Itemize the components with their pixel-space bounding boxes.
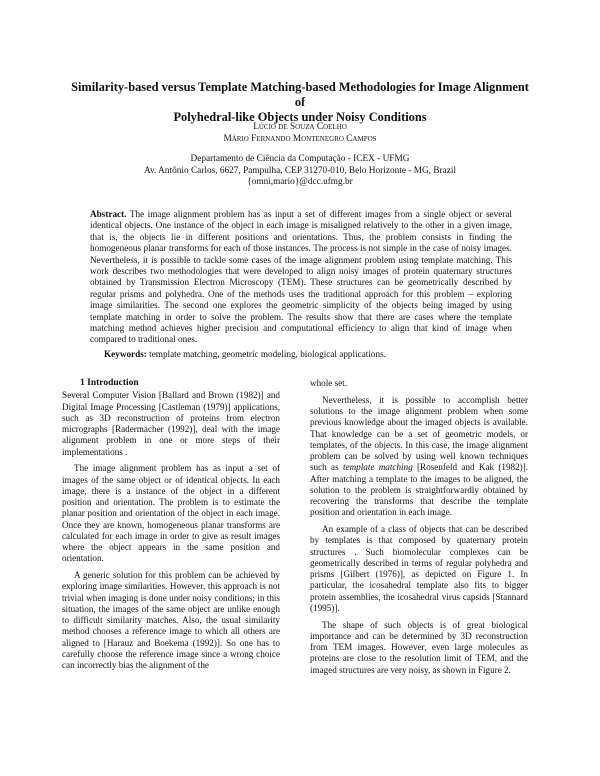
title-line-2: Polyhedral-like Objects under Noisy Conditions: [173, 110, 427, 124]
abstract-label: Abstract.: [90, 209, 127, 219]
paragraph: [310, 395, 528, 519]
paragraph: The image alignment problem has as input a set of images of the same object or of identical objects. In each image, there is a instance of the object in a different position and orientation. The problem is to estimate the planar position and orientation of the object in each image. Once they are known, homogeneous planar transforms are calculated for each image in order to give as result images where the object appears in the same position and orientation.: [62, 463, 280, 564]
right-column: [310, 378, 528, 681]
affiliation-line-1: Departamento de Ciência da Computação - ICEX - UFMG: [190, 154, 410, 164]
section-heading: 1 Introduction: [80, 378, 139, 388]
paragraph-text: [Rosenfeld and Kak (1982)]. After matching a template to the images to be aligned, the solution to the problem is straightforwardly obtained by recovering the transforms that describe the template position and orientation in each image.: [310, 462, 529, 518]
paragraph: The shape of such objects is of great biological importance and can be determined by 3D reconstruction from TEM images. However, even large molecules as proteins are close to the resolution limit of TEM, and the imaged structures are very noisy, as shown in Figure 2.: [310, 619, 528, 675]
paragraph-text: Nevertheless, it is possible to accomplish better solutions to the image alignment problem when some previous knowledge about the imaged objects is available. That knowledge can be a set of geometric models, or templates, of the objects. In this case, the image alignment problem can be solved by using well known techniques such as: [310, 394, 528, 473]
author-list: [150, 122, 450, 145]
paper-title: [70, 80, 530, 125]
abstract: [90, 209, 512, 346]
keywords-label: Keywords:: [104, 349, 147, 359]
paragraph: Several Computer Vision [Ballard and Brown (1982)] and Digital Image Processing [Castleman (1979)] applications, such as 3D reconstruction of proteins from electron micrographs [Radermacher (1992)], deal with the image alignment problem in one or more steps of their implementations .: [62, 390, 280, 457]
affiliation: [140, 154, 460, 189]
author-2: Mário Fernando Montenegro Campos: [223, 133, 377, 144]
author-1: Lúcio de Souza Coelho: [253, 122, 347, 132]
left-column: [62, 378, 280, 677]
keywords: [104, 349, 512, 360]
keywords-text: template matching, geometric modeling, biological applications.: [149, 349, 386, 359]
emphasis-term: template matching: [342, 462, 413, 473]
affiliation-email: {omni,mario}@dcc.ufmg.br: [247, 177, 353, 187]
title-line-1: Similarity-based versus Template Matching-based Methodologies for Image Alignment of: [71, 80, 529, 109]
abstract-text: The image alignment problem has as input a set of different images from a single object or several identical objects. One instance of the object in each image is misaligned relatively to the other in a given image, that is, the objects lie in different positions and orientations. Thus, the problem consists in finding the homogeneous planar transforms for each of those instances. The process is not simple in the case of noisy images. Nevertheless, it is possible to tackle some cases of the image alignment problem using template matching. This work describes two methodologies that were developed to align noisy images of protein quaternary structures obtained by Transmission Electron Microscopy (TEM). These structures can be geometrically described by regular prisms and polyhedra. One of the methods uses the traditional approach for this problem – exploring image similarities. The second one explores the geometric simplicity of the objects being imaged by using template matching in order to solve the problem. The results show that there are cases where the template matching method achieves higher precision and computational efficiency to align that kind of image when compared to traditional ones.: [90, 209, 512, 345]
affiliation-line-2: Av. Antônio Carlos, 6627, Pampulha, CEP 31270-010, Belo Horizonte - MG, Brazil: [143, 165, 457, 176]
paragraph: An example of a class of objects that can be described by templates is that composed by quaternary protein structures . Such biomolecular complexes can be geometrically described in terms of regular polyhedra and prisms [Gilbert (1976)], as depicted on Figure 1. In particular, the icosahedral template also fits to bigger protein assemblies, the icosahedral virus capsids [Stannard (1995)].: [310, 524, 528, 613]
paragraph-continuation: whole set.: [310, 378, 347, 388]
paragraph: A generic solution for this problem can be achieved by exploring image similarities. However, this approach is not trivial when imaging is done under noisy conditions; in this situation, the images of the same object are unlike enough to difficult similarity matches. Also, the usual similarity method chooses a reference image to which all others are aligned to [Harauz and Boekema (1992)]. So one has to carefully choose the reference image since a wrong choice can incorrectly bias the alignment of the: [62, 570, 280, 670]
